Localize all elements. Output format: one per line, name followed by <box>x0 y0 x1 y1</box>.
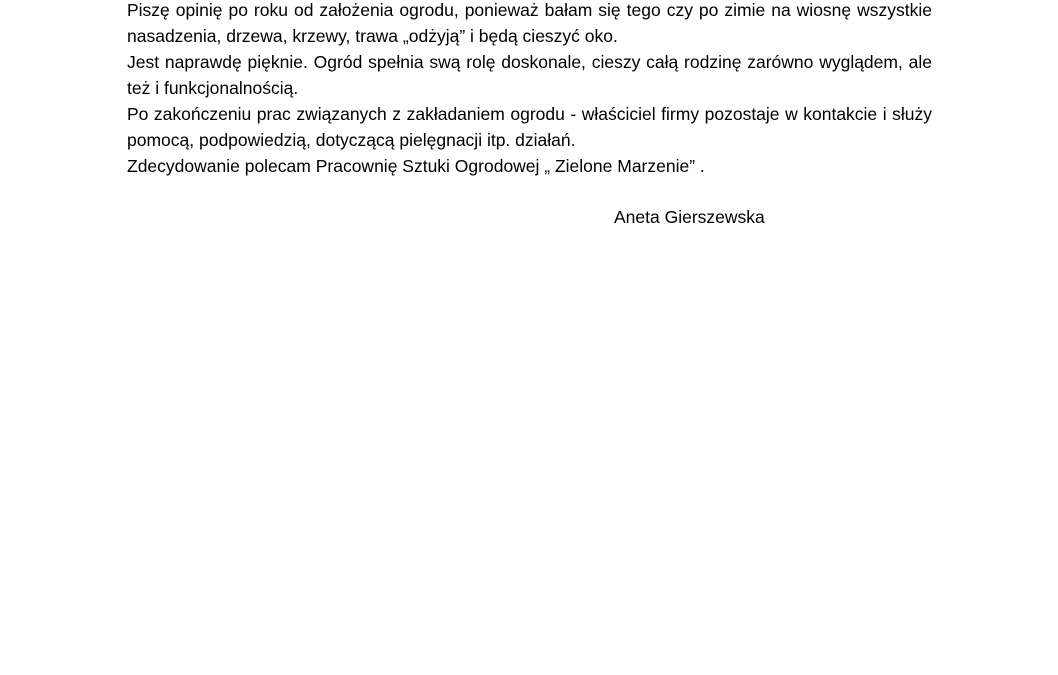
paragraph-2: Jest naprawdę pięknie. Ogród spełnia swą rolę doskonale, cieszy całą rodzinę zarówno wyglądem, ale też i funkcjonalnością. <box>127 52 932 98</box>
review-text <box>127 0 932 179</box>
author-signature: Aneta Gierszewska <box>614 207 765 227</box>
paragraph-4: Zdecydowanie polecam Pracownię Sztuki Ogrodowej „ Zielone Marzenie” . <box>127 156 705 176</box>
paragraph-3: Po zakończeniu prac związanych z zakładaniem ogrodu - właściciel firmy pozostaje w kontakcie i służy pomocą, podpowiedzią, dotyczącą pielęgnacji itp. działań. <box>127 104 932 150</box>
paragraph-1: Piszę opinię po roku od założenia ogrodu, ponieważ bałam się tego czy po zimie na wiosnę wszystkie nasadzenia, drzewa, krzewy, trawa „odżyją” i będą cieszyć oko. <box>127 0 932 46</box>
